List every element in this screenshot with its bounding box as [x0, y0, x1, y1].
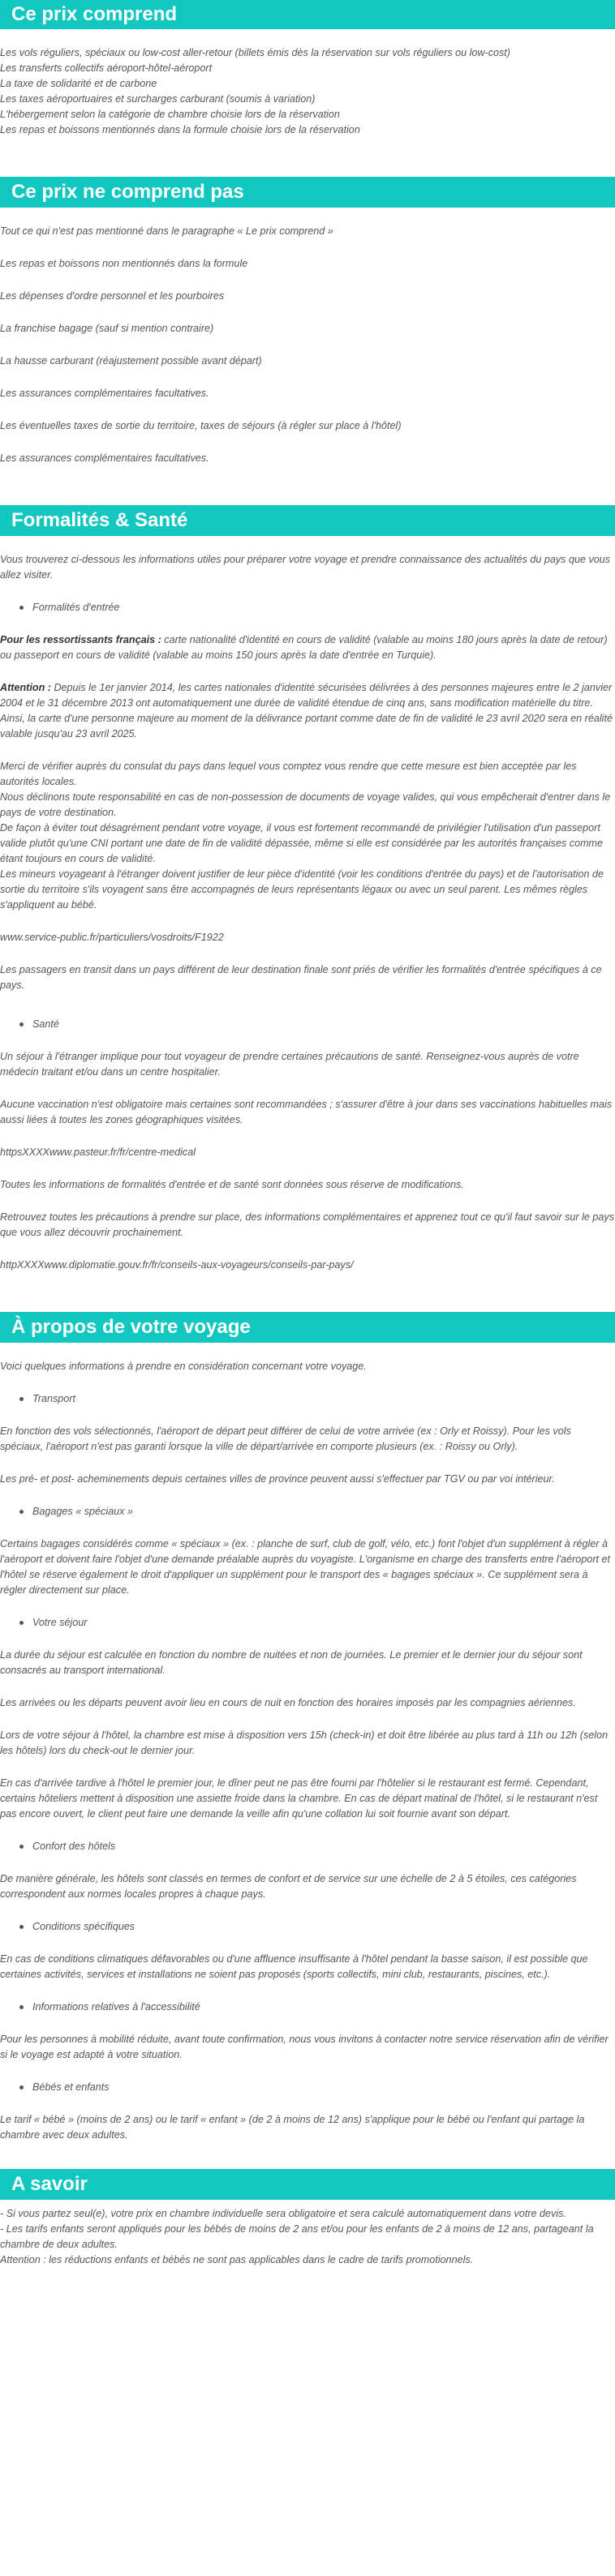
bullet-health: Santé	[0, 1017, 615, 1032]
list-item: Les dépenses d'ordre personnel et les pourboires	[0, 290, 225, 302]
list-item: Les taxes aéroportuaires et surcharges carburant (soumis à variation)	[0, 93, 316, 105]
health-text-1: Un séjour à l'étranger implique pour tout voyageur de prendre certaines précautions de santé. Renseignez-vous auprès de votre médecin traitant et/ou dans un centre hospitalier.	[0, 1051, 579, 1078]
residents-label: Pour les ressortissants français :	[0, 634, 161, 645]
stay-text-2: Les arrivées ou les départs peuvent avoir lieu en cours de nuit en fonction des horaires imposés par les compagnies aériennes.	[0, 1697, 576, 1708]
section-title-price-excludes: Ce prix ne comprend pas	[0, 177, 615, 208]
about-trip-body	[0, 1359, 615, 2143]
list-item: L'hébergement selon la catégorie de chambre choisie lors de la réservation	[0, 109, 340, 120]
verify-text: Merci de vérifier auprès du consulat du pays dans lequel vous comptez vous rendre que cette mesure est bien acceptée par les autorités locales.	[0, 761, 577, 787]
good-to-know-body	[0, 2206, 615, 2268]
intro-text: Vous trouverez ci-dessous les informations utiles pour préparer votre voyage et prendre connaissance des actualités du pays que vous allez visiter.	[0, 554, 611, 581]
bullet-babies-children: Bébés et enfants	[0, 2080, 615, 2095]
formalities-body	[0, 552, 615, 1273]
diplomatie-link[interactable]: httpXXXXwww.diplomatie.gouv.fr/fr/conseils-aux-voyageurs/conseils-par-pays/	[0, 1259, 354, 1271]
list-item: La taxe de solidarité et de carbone	[0, 78, 157, 89]
bullet-hotel-comfort: Confort des hôtels	[0, 1839, 615, 1854]
price-includes-list	[0, 45, 615, 138]
list-item: Les transferts collectifs aéroport-hôtel-aéroport	[0, 62, 213, 74]
stay-text-4: En cas d'arrivée tardive à l'hôtel le premier jour, le dîner peut ne pas être fourni par l'hôtelier si le restaurant est fermé. Cependant, certains hôteliers mettent à disposition une assiette froide dans la chambre. En cas de départ matinal de l'hôtel, si le restaurant n'est pas encore ouvert, le client peut faire une demande la veille afin qu'une collation lui soit fournie avant son départ.	[0, 1777, 598, 1819]
list-item: Les vols réguliers, spéciaux ou low-cost aller-retour (billets émis dès la réservation sur vols réguliers ou low-cost)	[0, 47, 511, 58]
bullet-stay: Votre séjour	[0, 1615, 615, 1631]
intro-text: Voici quelques informations à prendre en considération concernant votre voyage.	[0, 1361, 367, 1372]
list-item: Les repas et boissons mentionnés dans la formule choisie lors de la réservation	[0, 124, 360, 135]
section-title-price-includes: Ce prix comprend	[0, 0, 615, 29]
list-item: Les repas et boissons non mentionnés dans la formule	[0, 258, 248, 269]
list-item: Les assurances complémentaires facultatives.	[0, 452, 209, 464]
bullet-entry-formalities: Formalités d'entrée	[0, 600, 615, 615]
babies-text: Le tarif « bébé » (moins de 2 ans) ou le tarif « enfant » (de 2 à moins de 12 ans) s'applique pour le bébé ou l'enfant qui partage la chambre avec deux adultes.	[0, 2114, 585, 2141]
good-to-know-line-2: - Les tarifs enfants seront appliqués pour les bébés de moins de 2 ans et/ou pour les enfants de 2 à moins de 12 ans, partageant la chambre de deux adultes.	[0, 2223, 594, 2250]
list-item: Les éventuelles taxes de sortie du territoire, taxes de séjours (à régler sur place à l'hôtel)	[0, 420, 402, 431]
section-title-formalities: Formalités & Santé	[0, 505, 615, 536]
list-item: Tout ce qui n'est pas mentionné dans le paragraphe « Le prix comprend »	[0, 225, 333, 237]
price-excludes-list	[0, 224, 615, 466]
bullet-accessibility: Informations relatives à l'accessibilité	[0, 2000, 615, 2015]
baggage-text: Certains bagages considérés comme « spéciaux » (ex. : planche de surf, club de golf, vélo, etc.) font l'objet d'un supplément à régler à l'aéroport et doivent faire l'objet d'une demande préalable auprès du voyagiste. L'organisme en charge des transferts entre l'aéroport et l'hôtel se réserve également le droit d'appliquer un supplément pour le transport des « bagages spéciaux ». Ce supplément sera à régler directement sur place.	[0, 1538, 611, 1596]
decline-text: Nous déclinons toute responsabilité en cas de non-possession de documents de voyage valides, qui vous empêcherait d'entrer dans le pays de votre destination.	[0, 791, 611, 818]
attention-label: Attention :	[0, 682, 51, 693]
residents-text: carte nationalité d'identité en cours de validité (valable au moins 180 jours après la date de retour) ou passeport en cours de validité (valable au moins 150 jours après la date d'entrée en Turquie).	[0, 634, 608, 661]
transport-text-2: Les pré- et post- acheminements depuis certaines villes de province peuvent aussi s'effectuer par TGV ou par voi intérieur.	[0, 1473, 555, 1485]
comfort-text: De manière générale, les hôtels sont classés en termes de confort et de service sur une échelle de 2 à 5 étoiles, ces catégories correspondent aux normes locales propres à chaque pays.	[0, 1873, 577, 1900]
info-text: Toutes les informations de formalités d'entrée et de santé sont données sous réserve de modifications.	[0, 1179, 464, 1190]
good-to-know-line-1: - Si vous partez seul(e), votre prix en chambre individuelle sera obligatoire et sera calculé automatiquement dans votre devis.	[0, 2208, 566, 2219]
service-public-link[interactable]: www.service-public.fr/particuliers/vosdroits/F1922	[0, 932, 224, 943]
transport-text-1: En fonction des vols sélectionnés, l'aéroport de départ peut différer de celui de votre arrivée (ex : Orly et Roissy). Pour les vols spéciaux, l'aéroport n'est pas garanti lorsque la ville de départ/arrivée en comporte plusieurs (ex. : Roissy ou Orly).	[0, 1425, 571, 1452]
accessibility-text: Pour les personnes à mobilité réduite, avant toute confirmation, nous vous invitons à contacter notre service réservation afin de vérifier si le voyage est adapté à votre situation.	[0, 2034, 609, 2060]
bullet-specific-conditions: Conditions spécifiques	[0, 1919, 615, 1935]
bullet-transport: Transport	[0, 1391, 615, 1407]
advice-text: De façon à éviter tout désagrément pendant votre voyage, il vous est fortement recommandé de privilégier l'utilisation d'un passeport valide plutôt qu'une CNI portant une date de fin de validité dépassée, même si elle est considérée par les autorités françaises comme étant toujours en cours de validité.	[0, 822, 604, 864]
section-title-good-to-know: A savoir	[0, 2169, 615, 2200]
residents-paragraph	[0, 632, 615, 663]
list-item: Les assurances complémentaires facultatives.	[0, 388, 209, 399]
list-item: La franchise bagage (sauf si mention contraire)	[0, 323, 214, 334]
conditions-text: En cas de conditions climatiques défavorables ou d'une affluence insuffisante à l'hôtel pendant la basse saison, il est possible que certaines activités, services et installations ne soient pas proposés (sports collectifs, mini club, restaurants, piscines, etc.).	[0, 1953, 588, 1980]
stay-text-3: Lors de votre séjour à l'hôtel, la chambre est mise à disposition vers 15h (check-in) et doit être libérée au plus tard à 11h ou 12h (selon les hôtels) lors du check-out le dernier jour.	[0, 1729, 609, 1756]
transit-text: Les passagers en transit dans un pays différent de leur destination finale sont priés de vérifier les formalités d'entrée spécifiques à ce pays.	[0, 964, 602, 991]
pasteur-link[interactable]: httpsXXXXwww.pasteur.fr/fr/centre-medical	[0, 1147, 196, 1158]
health-text-2: Aucune vaccination n'est obligatoire mais certaines sont recommandées ; s'assurer d'être à jour dans ses vaccinations habituelles mais aussi liées à toutes les zones géographiques visitées.	[0, 1099, 613, 1125]
stay-text-1: La durée du séjour est calculée en fonction du nombre de nuitées et non de journées. Le premier et le dernier jour du séjour sont consacrés au transport international.	[0, 1649, 583, 1676]
retrouvez-text: Retrouvez toutes les précautions à prendre sur place, des informations complémentaires et apprenez tout ce qu'il faut savoir sur le pays que vous allez découvrir prochainement.	[0, 1211, 615, 1238]
minors-text: Les mineurs voyageant à l'étranger doivent justifier de leur pièce d'identité (voir les conditions d'entrée du pays) et de l'autorisation de sortie du territoire s'ils voyagent sans être accompagnés de leurs représentants légaux ou avec un seul parent. Les mêmes règles s'appliquent au bébé.	[0, 868, 604, 911]
attention-text: Depuis le 1er janvier 2014, les cartes nationales d'identité sécurisées délivrées à des personnes majeures entre le 2 janvier 2004 et le 31 décembre 2013 ont automatiquement une durée de validité étendue de cinq ans, sans modification matérielle du titre. Ainsi, la carte d'une personne majeure au moment de la délivrance portant comme date de fin de validité le 23 avril 2020 sera en réalité valable jusqu'au 23 avril 2025.	[0, 682, 613, 739]
attention-paragraph	[0, 680, 615, 742]
list-item: La hausse carburant (réajustement possible avant départ)	[0, 355, 262, 366]
section-title-about-trip: À propos de votre voyage	[0, 1312, 615, 1343]
attention-block	[0, 680, 615, 867]
good-to-know-line-3: Attention : les réductions enfants et bébés ne sont pas applicables dans le cadre de tarifs promotionnels.	[0, 2254, 474, 2265]
bullet-baggage: Bagages « spéciaux »	[0, 1504, 615, 1519]
